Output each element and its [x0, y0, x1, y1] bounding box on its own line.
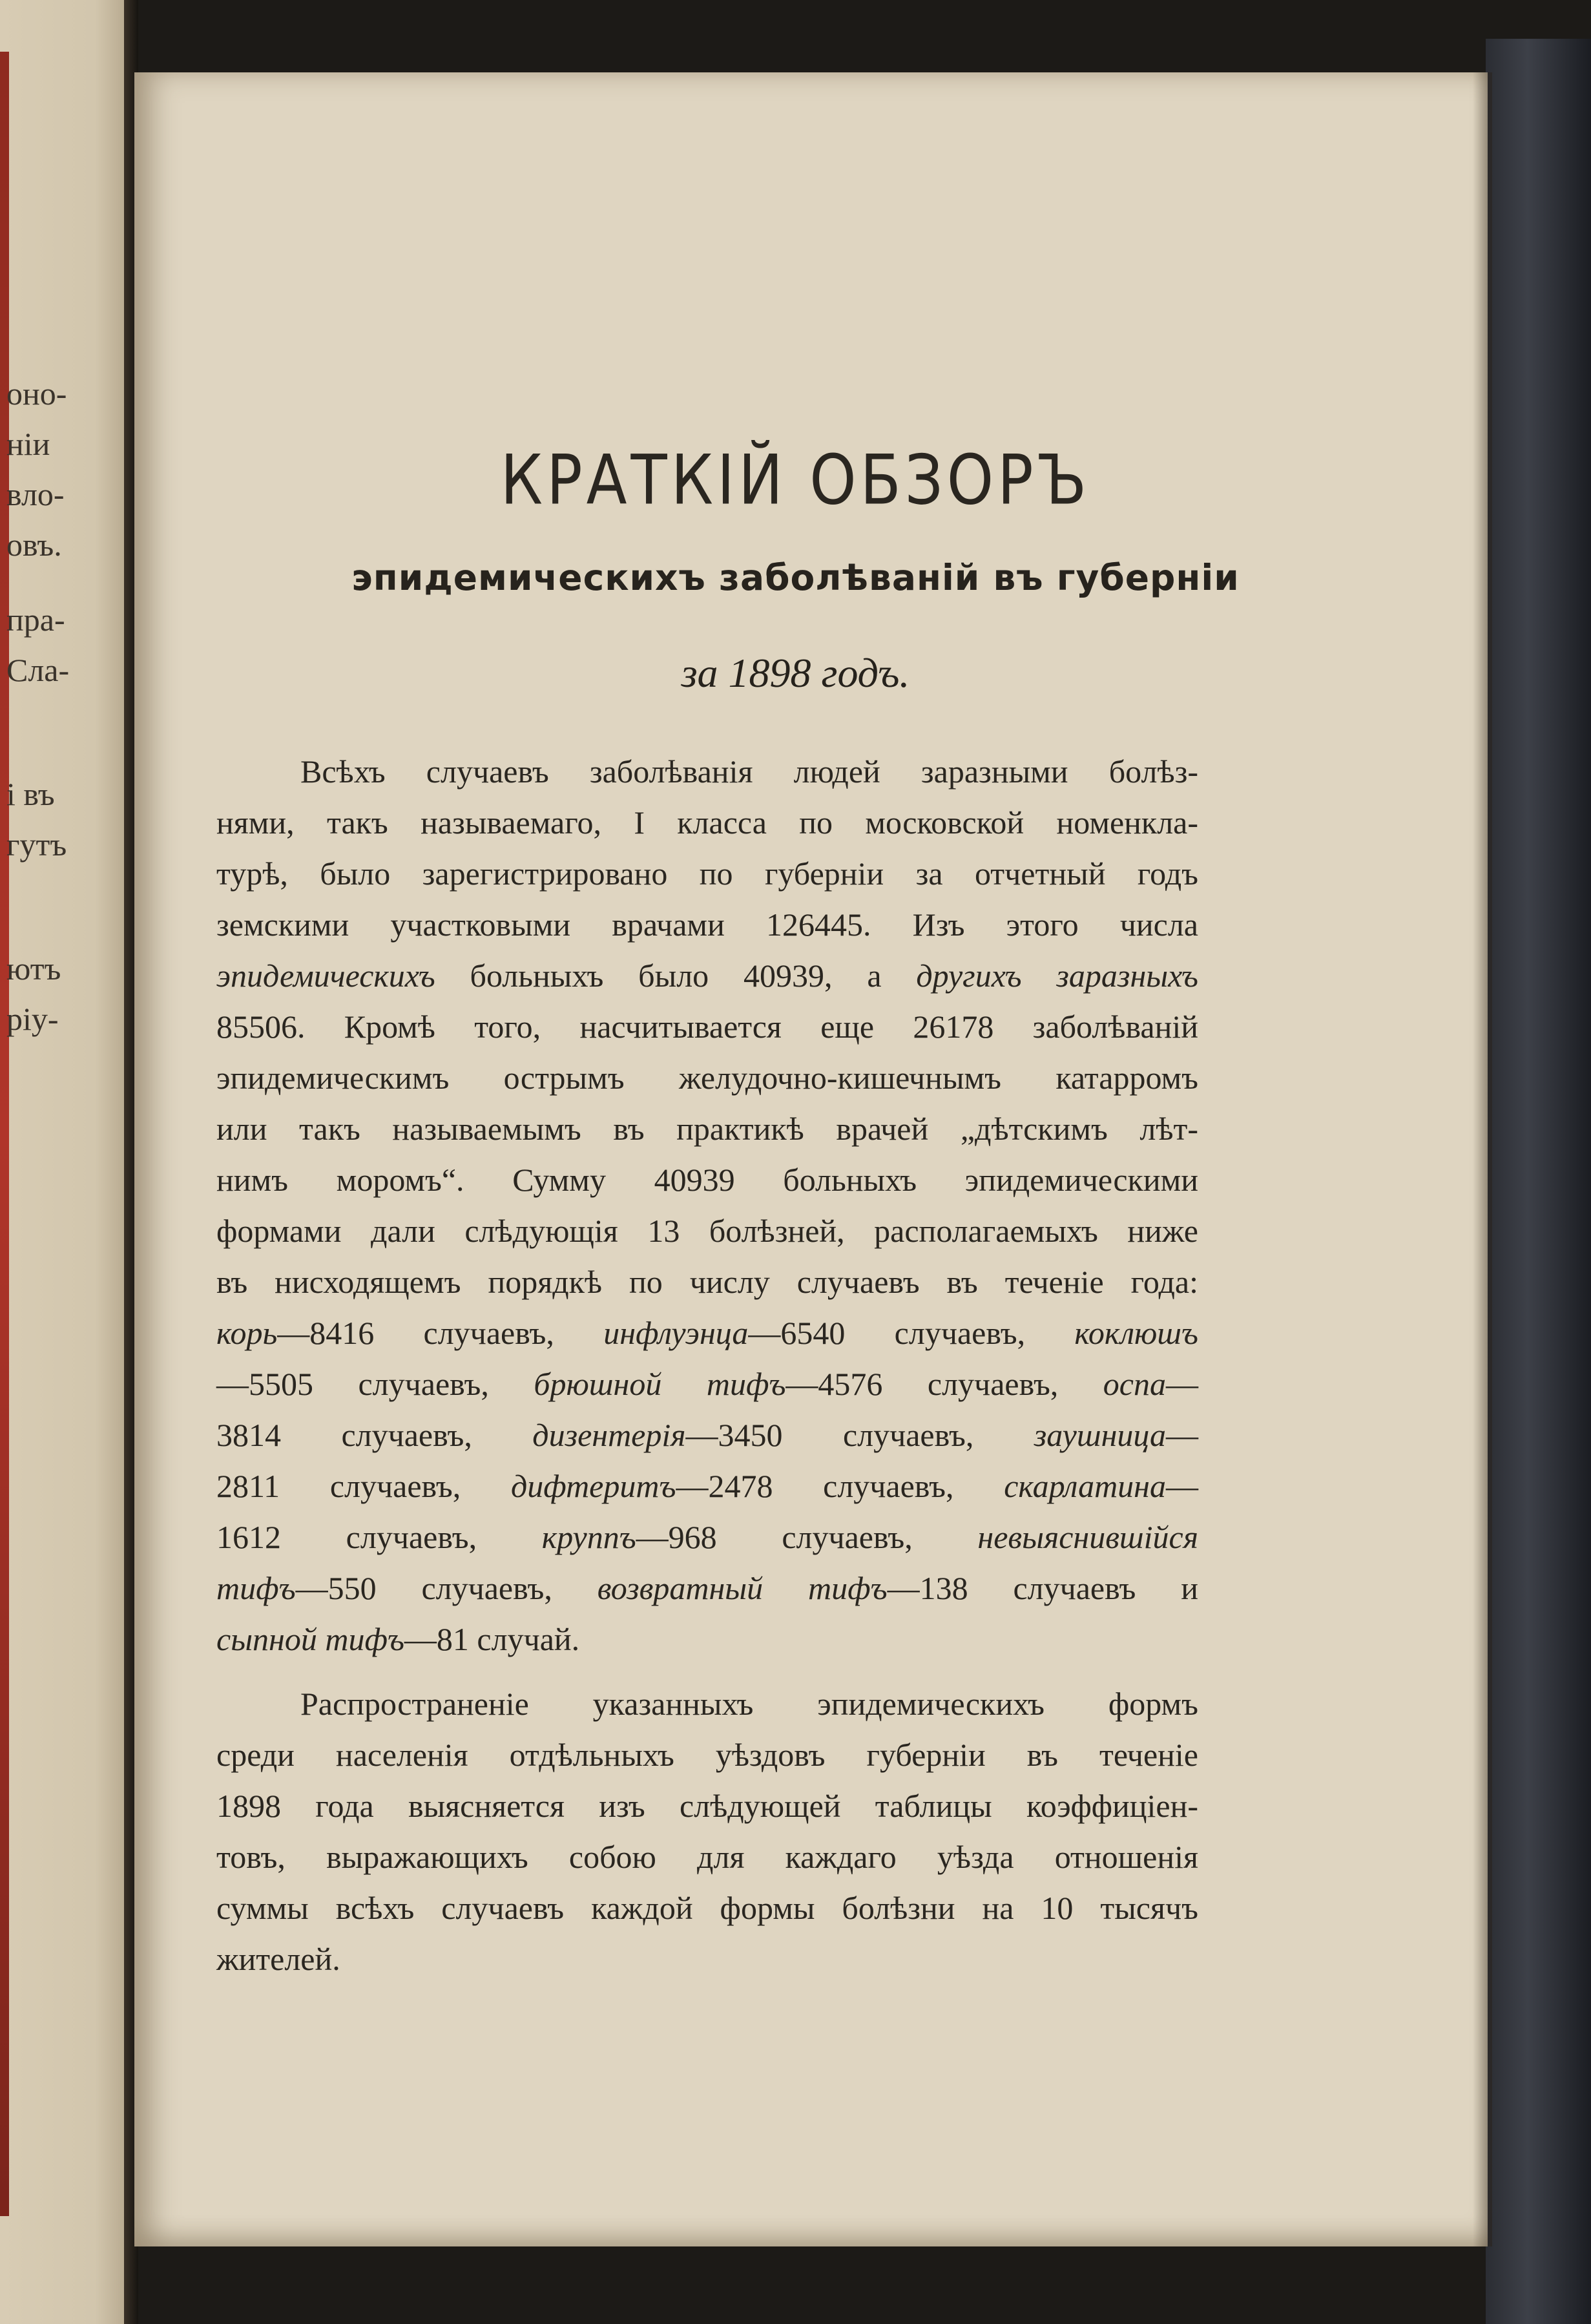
book-cover-right: [1486, 39, 1591, 2324]
text-run: —4576 случаевъ,: [785, 1366, 1103, 1402]
text-run: —: [1166, 1366, 1198, 1402]
text-run: 2811 случаевъ,: [216, 1468, 511, 1504]
text-line: суммы всѣхъ случаевъ каждой формы болѣзни на 10 тысячъ: [216, 1890, 1198, 1926]
text-line: турѣ, было зарегистрировано по губерніи за отчетный годъ: [216, 855, 1198, 892]
text-line: земскими участковыми врачами 126445. Изъ этого числа: [216, 906, 1198, 943]
text-run: 1612 случаевъ,: [216, 1519, 542, 1555]
text-line: или такъ называемымъ въ практикѣ врачей „дѣтскимъ лѣт-: [216, 1111, 1198, 1147]
text-run: —8416 случаевъ,: [277, 1315, 604, 1351]
italic-term: корь: [216, 1315, 278, 1351]
text-line: Всѣхъ случаевъ заболѣванія людей заразными болѣз-: [300, 753, 1198, 790]
text-line: въ нисходящемъ порядкѣ по числу случаевъ въ теченіе года:: [216, 1264, 1198, 1300]
text-line: [216, 950, 1198, 1001]
italic-term: инфлуэнца: [603, 1315, 749, 1351]
text-line: среди населенія отдѣльныхъ уѣздовъ губерніи въ теченіе: [216, 1737, 1198, 1773]
text-run: —81 случай.: [404, 1621, 580, 1657]
text-line: жителей.: [216, 1941, 340, 1977]
left-fragment: ютъ: [6, 950, 61, 987]
text-run: —: [1166, 1468, 1198, 1504]
left-fragment: овъ.: [6, 527, 62, 563]
text-run: —6540 случаевъ,: [748, 1315, 1075, 1351]
italic-term: тифъ: [216, 1570, 296, 1606]
text-line: эпидемическимъ острымъ желудочно-кишечнымъ катарромъ: [216, 1060, 1198, 1096]
text-line: товъ, выражающихъ собою для каждаго уѣзда отношенія: [216, 1839, 1198, 1875]
left-fragment: гутъ: [6, 826, 67, 863]
italic-term: круппъ: [541, 1519, 636, 1555]
italic-term: дифтеритъ: [510, 1468, 676, 1504]
left-fragment: Сла-: [6, 652, 70, 688]
italic-term: коклюшъ: [1074, 1315, 1198, 1351]
left-fragment: вло-: [6, 476, 65, 512]
text-line: [216, 1461, 1198, 1512]
text-line: [216, 1512, 1198, 1563]
text-run: 3814 случаевъ,: [216, 1417, 533, 1453]
page-year: за 1898 годъ.: [681, 650, 910, 696]
paragraph-1: [216, 746, 1198, 1665]
italic-term: оспа: [1103, 1366, 1166, 1402]
text-run: —968 случаевъ,: [636, 1519, 978, 1555]
italic-term: сыпной тифъ: [216, 1621, 404, 1657]
italic-term: скарлатина: [1004, 1468, 1166, 1504]
paragraph-2: [216, 1679, 1198, 1985]
italic-term: заушница: [1034, 1417, 1166, 1453]
text-run: больныхъ было 40939, а: [435, 958, 917, 994]
text-run: —3450 случаевъ,: [685, 1417, 1034, 1453]
left-fragment: і въ: [6, 776, 55, 812]
text-run: —5505 случаевъ,: [216, 1366, 534, 1402]
italic-term: возвратный тифъ: [597, 1570, 888, 1606]
text-line: формами дали слѣдующія 13 болѣзней, располагаемыхъ ниже: [216, 1213, 1198, 1249]
italic-term: другихъ заразныхъ: [916, 958, 1199, 994]
text-line: [216, 1359, 1198, 1410]
italic-term: брюшной тифъ: [534, 1366, 786, 1402]
left-fragment: пра-: [6, 602, 65, 638]
left-fragment: ніи: [6, 426, 50, 462]
italic-term: невыяснившійся: [977, 1519, 1198, 1555]
left-fragment: ріу-: [6, 1001, 59, 1037]
text-run: —: [1166, 1417, 1198, 1453]
page-subtitle: эпидемическихъ заболѣваній въ губерніи: [351, 557, 1240, 598]
page-title: КРАТКІЙ ОБЗОРЪ: [500, 440, 1091, 521]
page-edge-shadow: [1473, 72, 1492, 2246]
text-line: нями, такъ называемаго, I класса по московской номенкла-: [216, 804, 1198, 841]
text-run: —2478 случаевъ,: [676, 1468, 1004, 1504]
text-line: нимъ моромъ“. Сумму 40939 больныхъ эпидемическими: [216, 1162, 1198, 1198]
italic-term: дизентерія: [532, 1417, 686, 1453]
left-fragment: оно-: [6, 375, 67, 412]
text-line: [216, 1614, 1198, 1665]
text-line: Распространеніе указанныхъ эпидемическихъ формъ: [300, 1686, 1198, 1722]
text-run: —138 случаевъ и: [887, 1570, 1198, 1606]
text-run: —550 случаевъ,: [295, 1570, 598, 1606]
italic-term: эпидемическихъ: [216, 958, 435, 994]
text-line: 85506. Кромѣ того, насчитывается еще 26178 заболѣваній: [216, 1009, 1198, 1045]
text-line: [216, 1410, 1198, 1461]
text-line: [216, 1563, 1198, 1614]
left-page-edge: [0, 0, 136, 2324]
text-line: [216, 1308, 1198, 1359]
text-line: 1898 года выясняется изъ слѣдующей таблицы коэффиціен-: [216, 1788, 1198, 1824]
